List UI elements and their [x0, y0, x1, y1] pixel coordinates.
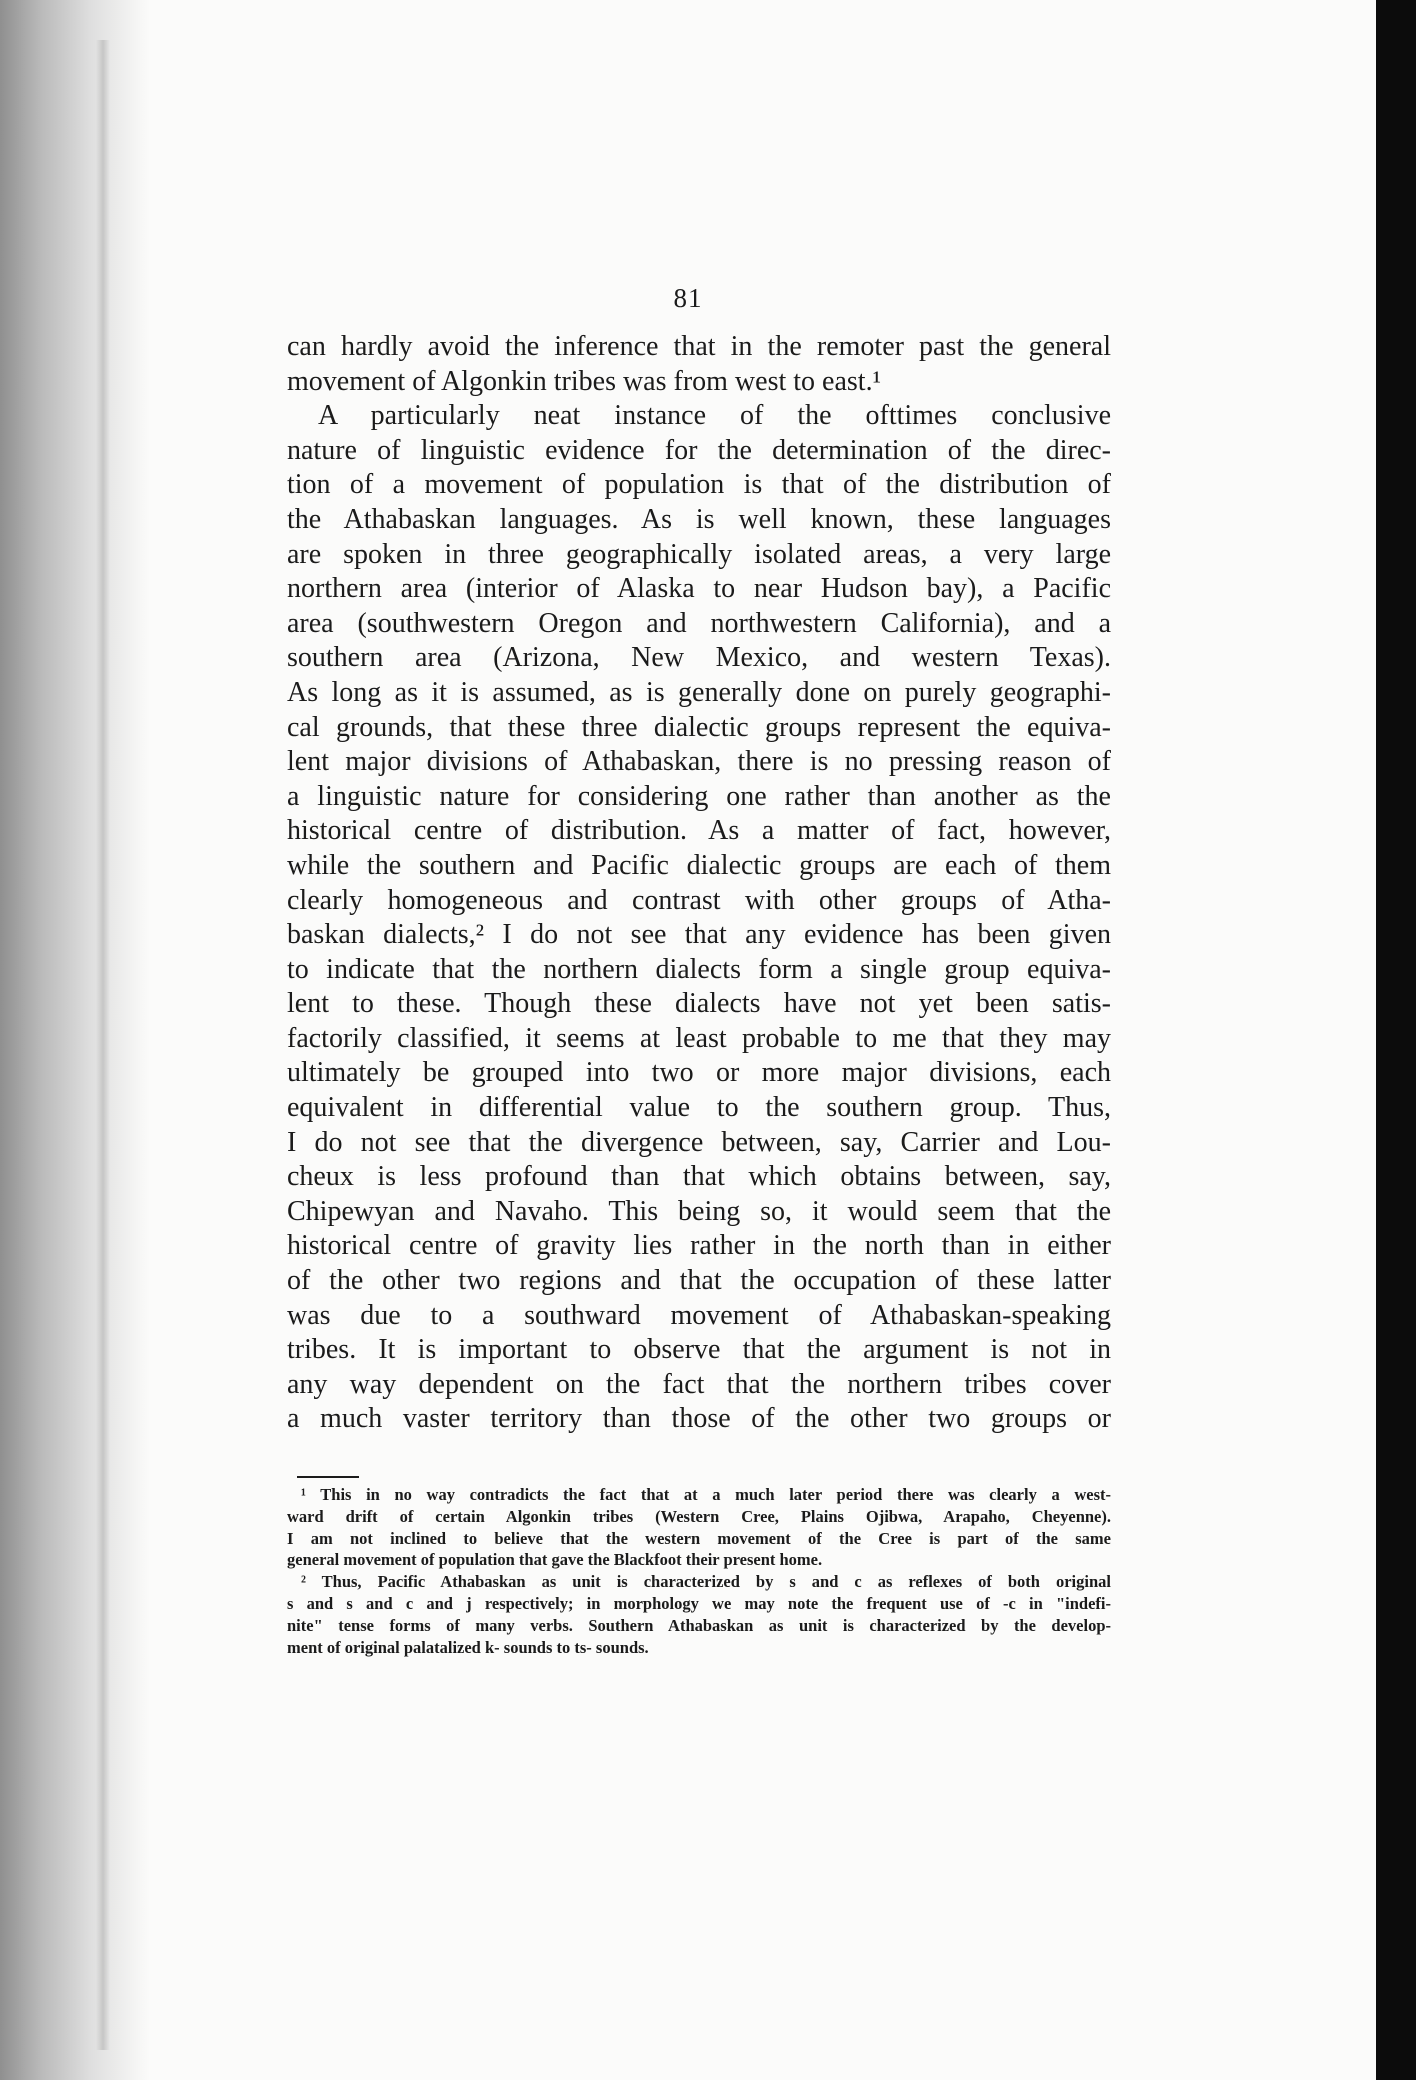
text-line: A particularly neat instance of the ofttimes conclusive [318, 400, 1111, 432]
text-line: baskan dialects,² I do not see that any evidence has been given [287, 919, 1111, 951]
footnotes [287, 1484, 1111, 1658]
footnote-line: ² Thus, Pacific Athabaskan as unit is characterized by s and c as reflexes of both original [301, 1572, 1111, 1592]
text-line: lent major divisions of Athabaskan, there is no pressing reason of [287, 746, 1111, 778]
text-line: clearly homogeneous and contrast with other groups of Atha- [287, 884, 1111, 916]
text-line: any way dependent on the fact that the northern tribes cover [287, 1368, 1111, 1400]
page-number: 81 [673, 283, 703, 313]
text-line: lent to these. Though these dialects have not yet been satis- [287, 988, 1111, 1020]
text-line: Chipewyan and Navaho. This being so, it would seem that the [287, 1195, 1111, 1227]
footnote-line: nite" tense forms of many verbs. Southern Athabaskan as unit is characterized by the develop- [287, 1615, 1111, 1635]
text-line: the Athabaskan languages. As is well known, these languages [287, 503, 1111, 535]
text-line: are spoken in three geographically isolated areas, a very large [287, 538, 1111, 570]
footnote-separator [297, 1476, 359, 1478]
text-line: historical centre of distribution. As a matter of fact, however, [287, 815, 1111, 847]
text-line: I do not see that the divergence between, say, Carrier and Lou- [287, 1126, 1111, 1158]
text-line: a much vaster territory than those of the other two groups or [287, 1403, 1111, 1435]
text-line: can hardly avoid the inference that in the remoter past the general [287, 331, 1111, 362]
footnote-line: I am not inclined to believe that the western movement of the Cree is part of the same [287, 1528, 1111, 1548]
text-line: a linguistic nature for considering one rather than another as the [287, 780, 1111, 812]
text-line: ultimately be grouped into two or more major divisions, each [287, 1057, 1111, 1089]
text-line: while the southern and Pacific dialectic groups are each of them [287, 849, 1111, 881]
text-line: cheux is less profound than that which obtains between, say, [287, 1161, 1111, 1193]
text-line: northern area (interior of Alaska to near Hudson bay), a Pacific [287, 573, 1111, 605]
text-line: cal grounds, that these three dialectic groups represent the equiva- [287, 711, 1111, 743]
text-line: tion of a movement of population is that of the distribution of [287, 469, 1111, 501]
footnote-line: general movement of population that gave the Blackfoot their present home. [287, 1550, 823, 1570]
text-line: tribes. It is important to observe that the argument is not in [287, 1334, 1111, 1366]
footnote-line: ¹ This in no way contradicts the fact that at a much later period there was clearly a west- [301, 1485, 1111, 1504]
text-line: was due to a southward movement of Athabaskan-speaking [287, 1299, 1111, 1331]
text-line: factorily classified, it seems at least probable to me that they may [287, 1022, 1111, 1054]
text-line: of the other two regions and that the occupation of these latter [287, 1265, 1111, 1297]
text-line: historical centre of gravity lies rather in the north than in either [287, 1230, 1111, 1262]
text-line: As long as it is assumed, as is generally done on purely geographi- [287, 676, 1111, 708]
footnote-line: ment of original palatalized k- sounds to ts- sounds. [287, 1637, 649, 1657]
text-line: area (southwestern Oregon and northwestern California), and a [287, 607, 1111, 639]
text-line: nature of linguistic evidence for the determination of the direc- [287, 434, 1111, 466]
footnote-line: s and s and c and j respectively; in morphology we may note the frequent use of -c in "indefi- [287, 1593, 1111, 1613]
text-line: equivalent in differential value to the southern group. Thus, [287, 1092, 1111, 1124]
text-line: southern area (Arizona, New Mexico, and western Texas). [287, 642, 1111, 674]
body-text [287, 330, 1111, 1437]
binding-fold-line [96, 40, 110, 2050]
footnote-line: ward drift of certain Algonkin tribes (Western Cree, Plains Ojibwa, Arapaho, Cheyenne). [287, 1506, 1111, 1526]
text-line: to indicate that the northern dialects form a single group equiva- [287, 953, 1111, 985]
text-line: movement of Algonkin tribes was from west to east.¹ [287, 365, 881, 397]
